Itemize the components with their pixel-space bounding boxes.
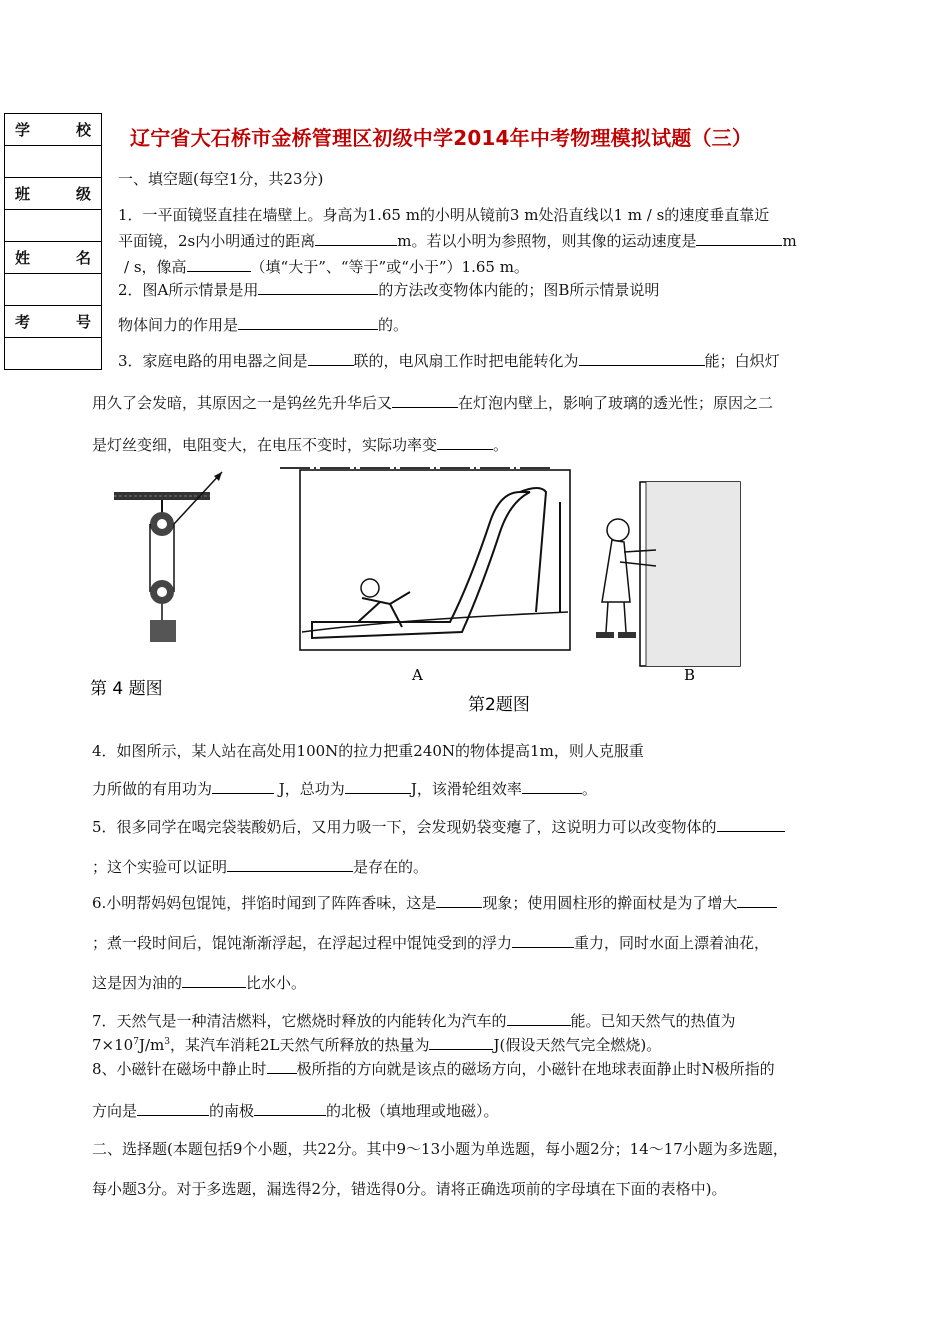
q4-blank2[interactable] bbox=[345, 779, 411, 794]
q6-line2: ；煮一段时间后，馄饨渐渐浮起，在浮起过程中馄饨受到的浮力 重力，同时水面上漂着油花， bbox=[92, 934, 770, 952]
class-field[interactable] bbox=[5, 210, 102, 242]
q3-blank3[interactable] bbox=[392, 393, 458, 408]
section2-line1: 二、选择题(本题包括9个小题，共22分。其中9～13小题为单选题，每小题2分；14～17小题为多选题， bbox=[92, 1140, 788, 1158]
q2-blank1[interactable] bbox=[258, 280, 378, 295]
q8-line1: 8、小磁针在磁场中静止时 极所指的方向就是该点的磁场方向，小磁针在地球表面静止时N极所指的 bbox=[92, 1060, 775, 1078]
page-title: 辽宁省大石桥市金桥管理区初级中学2014年中考物理模拟试题（三） bbox=[130, 126, 753, 150]
q3-blank2[interactable] bbox=[579, 351, 705, 366]
fig4-caption: 第 4 题图 bbox=[90, 679, 163, 699]
q8-blank3[interactable] bbox=[254, 1101, 326, 1116]
section1-heading: 一、填空题(每空1分，共23分) bbox=[118, 170, 324, 188]
fig-label-b: B bbox=[684, 666, 696, 684]
q7-blank2[interactable] bbox=[429, 1035, 493, 1050]
q2-blank2[interactable] bbox=[238, 315, 378, 330]
q6-line3: 这是因为油的 比水小。 bbox=[92, 974, 307, 992]
q1-blank3[interactable] bbox=[187, 257, 251, 272]
q1-blank1[interactable] bbox=[315, 231, 397, 246]
q4-blank1[interactable] bbox=[212, 779, 274, 794]
q5-blank2[interactable] bbox=[227, 857, 353, 872]
exam-number-label: 考 号 bbox=[5, 306, 102, 338]
slide-scene bbox=[280, 468, 570, 650]
q3-blank4[interactable] bbox=[437, 435, 493, 450]
q7-line2: $7\times 10^7J/m^3$，某汽车消耗2L天然气所释放的热量为 J(假设天然气完全燃烧)。 bbox=[92, 1036, 662, 1054]
q2-line1: 2．图A所示情景是用 的方法改变物体内能的；图B所示情景说明 bbox=[118, 281, 660, 299]
q6-line1: 6.小明帮妈妈包馄饨，拌馅时闻到了阵阵香味，这是 现象；使用圆柱形的擀面杖是为了增大 bbox=[92, 892, 777, 913]
q1-blank2[interactable] bbox=[696, 231, 782, 246]
q6-blank4[interactable] bbox=[182, 973, 246, 988]
q8-blank1[interactable] bbox=[267, 1059, 297, 1074]
wall-push-scene bbox=[596, 482, 740, 666]
q2-line2: 物体间力的作用是 的。 bbox=[118, 316, 409, 334]
q1-line2: 平面镜，2s内小明通过的距离 m。若以小明为参照物，则其像的运动速度是 m bbox=[118, 232, 797, 250]
q1-line1: 1．一平面镜竖直挂在墙壁上。身高为1.65 m的小明从镜前3 m处沿直线以1 m / s的速度垂直靠近 bbox=[118, 206, 770, 224]
q4-line2: 力所做的有用功为 J，总功为 J，该滑轮组效率 。 bbox=[92, 780, 597, 798]
q7-line1: 7．天然气是一种清洁燃料，它燃烧时释放的内能转化为汽车的 能。已知天然气的热值为 bbox=[92, 1012, 736, 1030]
name-field[interactable] bbox=[5, 274, 102, 306]
school-label: 学 校 bbox=[5, 114, 102, 146]
q3-line2: 用久了会发暗，其原因之一是钨丝先升华后又 在灯泡内壁上，影响了玻璃的透光性；原因之二 bbox=[92, 394, 774, 412]
fig-label-a: A bbox=[412, 666, 423, 684]
q3-blank1[interactable] bbox=[308, 351, 354, 366]
figures-area bbox=[90, 462, 870, 722]
q4-line1: 4．如图所示，某人站在高处用100N的拉力把重240N的物体提高1m，则人克服重 bbox=[92, 742, 644, 760]
school-field[interactable] bbox=[5, 146, 102, 178]
section2-line2: 每小题3分。对于多选题，漏选得2分，错选得0分。请将正确选项前的字母填在下面的表格中)。 bbox=[92, 1180, 727, 1198]
q3-line1: 3．家庭电路的用电器之间是 联的，电风扇工作时把电能转化为 能；白炽灯 bbox=[118, 352, 780, 370]
class-label: 班 级 bbox=[5, 178, 102, 210]
q6-blank2[interactable] bbox=[737, 893, 777, 908]
exam-number-field[interactable] bbox=[5, 338, 102, 370]
q8-line2: 方向是 的南极 的北极（填地理或地磁）。 bbox=[92, 1102, 499, 1120]
q3-line3: 是灯丝变细，电阻变大，在电压不变时，实际功率变 。 bbox=[92, 436, 509, 454]
q5-blank1[interactable] bbox=[717, 817, 785, 832]
pulley-diagram bbox=[114, 472, 222, 642]
q6-blank3[interactable] bbox=[512, 933, 574, 948]
student-info-table bbox=[4, 113, 102, 370]
q8-blank2[interactable] bbox=[137, 1101, 209, 1116]
q4-blank3[interactable] bbox=[522, 779, 582, 794]
fig2-caption: 第2题图 bbox=[468, 695, 530, 715]
q7-blank1[interactable] bbox=[507, 1011, 571, 1026]
q5-line1: 5．很多同学在喝完袋装酸奶后，又用力吸一下，会发现奶袋变瘪了，这说明力可以改变物体的 bbox=[92, 816, 785, 837]
q5-line2: ；这个实验可以证明 是存在的。 bbox=[92, 858, 429, 876]
name-label: 姓 名 bbox=[5, 242, 102, 274]
q1-line3: / s，像高 （填“大于”、“等于”或“小于”）1.65 m。 bbox=[124, 258, 529, 276]
q6-blank1[interactable] bbox=[436, 893, 482, 908]
